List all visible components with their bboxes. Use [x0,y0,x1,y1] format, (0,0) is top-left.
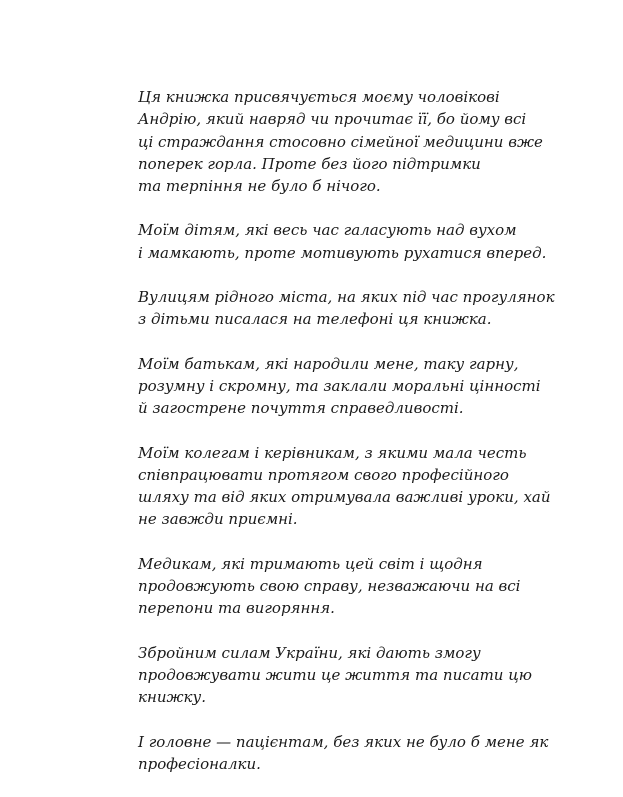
dedication-paragraph-patients [138,731,608,776]
text-line: перепони та вигоряння. [138,599,335,618]
text-line: Моїм дітям, які весь час галасують над вухом [138,221,517,240]
dedication-paragraph-armed-forces [138,642,608,709]
dedication-paragraph-husband [138,86,608,197]
text-line: розумну і скромну, та заклали моральні цінності [138,376,541,395]
text-line: співпрацювати протягом свого професійного [138,465,509,484]
text-line: І головне — пацієнтам, без яких не було б мене як [138,732,549,751]
text-line: професіоналки. [138,754,261,773]
text-line: продовжувати жити це життя та писати цю [138,665,532,684]
text-line: шляху та від яких отримувала важливі уроки, хай [138,488,551,507]
text-line: Ця книжка присвячується моєму чоловікові [138,88,500,106]
dedication-paragraph-children [138,219,608,264]
text-line: не завжди приємні. [138,510,298,529]
text-line: Збройним силам України, які дають змогу [138,643,481,662]
text-line: книжку. [138,688,206,707]
text-line: з дітьми писалася на телефоні ця книжка. [138,310,492,329]
text-line: і мамкають, проте мотивують рухатися вперед. [138,243,547,262]
text-line: продовжують свою справу, незважаючи на всі [138,577,521,596]
text-line: та терпіння не було б нічого. [138,177,381,196]
dedication-paragraph-city [138,286,608,331]
text-line: Вулицям рідного міста, на яких під час прогулянок [138,288,555,307]
text-line: Андрію, який навряд чи прочитає її, бо йому всі [138,110,527,129]
dedication-paragraph-medics [138,553,608,620]
text-line: Медикам, які тримають цей світ і щодня [138,554,483,573]
text-line: Моїм батькам, які народили мене, таку гарну, [138,354,519,373]
dedication-paragraph-parents [138,353,608,420]
dedication-text [138,86,608,797]
text-line: поперек горла. Проте без його підтримки [138,154,481,173]
text-line: ці страждання стосовно сімейної медицини вже [138,132,543,151]
text-line: й загострене почуття справедливості. [138,399,464,418]
text-line: Моїм колегам і керівникам, з якими мала честь [138,443,527,462]
dedication-paragraph-colleagues [138,442,608,531]
